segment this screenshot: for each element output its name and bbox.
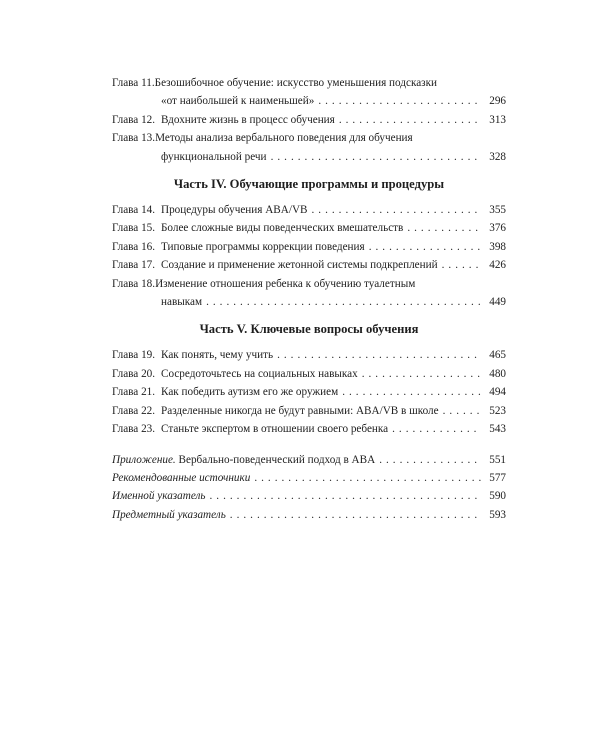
page-number: 480 [489, 367, 506, 380]
toc-entry-chapter-18[interactable] [112, 275, 506, 312]
chapter-title-continued: «от наибольшей к наименьшей» [161, 95, 315, 108]
toc-entry-recommended-sources[interactable] [112, 469, 506, 487]
page-number: 376 [489, 222, 506, 235]
chapter-label: Глава 16. [112, 240, 156, 253]
toc-entry-chapter-21[interactable] [112, 383, 506, 401]
toc-entry-appendix[interactable] [112, 451, 506, 469]
dot-leader [209, 487, 481, 505]
chapter-title-continued: навыкам [161, 296, 203, 309]
dot-leader [443, 402, 481, 420]
appendix-title [112, 451, 375, 469]
dot-leader [271, 148, 481, 166]
chapter-label: Глава 17. [112, 259, 156, 272]
page-number: 465 [489, 349, 506, 362]
page-number: 593 [489, 508, 506, 521]
chapter-label: Глава 12. [112, 113, 156, 126]
dot-leader [362, 365, 481, 383]
dot-leader [442, 256, 481, 274]
chapter-title: Процедуры обучения ABA/VB [161, 204, 308, 217]
toc-entry-chapter-19[interactable] [112, 346, 506, 364]
chapter-label: Глава 18. [112, 277, 156, 290]
toc-entry-chapter-13[interactable] [112, 129, 506, 166]
dot-leader [230, 506, 481, 524]
page-number: 328 [489, 150, 506, 163]
dot-leader [379, 451, 481, 469]
toc-entry-chapter-20[interactable] [112, 365, 506, 383]
chapter-title: Типовые программы коррекции поведения [161, 240, 365, 253]
toc-entry-chapter-22[interactable] [112, 402, 506, 420]
table-of-contents [112, 74, 506, 524]
page-number: 551 [489, 453, 506, 466]
dot-leader [339, 111, 481, 129]
page-number: 543 [489, 423, 506, 436]
chapter-title: Разделенные никогда не будут равными: ABA/VB в школе [161, 404, 439, 417]
chapter-label: Глава 19. [112, 349, 156, 362]
chapter-label: Глава 20. [112, 367, 156, 380]
page-number: 577 [489, 471, 506, 484]
chapter-label: Глава 13. [112, 132, 156, 145]
page-number: 449 [489, 296, 506, 309]
appendix-title-text: Вербально-поведенческий подход в ABA [175, 453, 376, 466]
appendix-label: Приложение. [112, 453, 176, 466]
toc-entry-chapter-15[interactable] [112, 219, 506, 237]
chapter-label: Глава 23. [112, 423, 156, 436]
toc-entry-name-index[interactable] [112, 487, 506, 505]
dot-leader [312, 201, 482, 219]
chapter-title-continued: функциональной речи [161, 150, 267, 163]
subject-index-title: Предметный указатель [112, 508, 226, 521]
dot-leader [318, 92, 481, 110]
chapter-title: Станьте экспертом в отношении своего ребенка [161, 423, 389, 436]
toc-entry-chapter-16[interactable] [112, 238, 506, 256]
chapter-label: Глава 14. [112, 204, 156, 217]
toc-entry-chapter-23[interactable] [112, 420, 506, 438]
dot-leader [407, 219, 481, 237]
dot-leader [277, 346, 481, 364]
toc-entry-chapter-11[interactable] [112, 74, 506, 111]
chapter-title: Методы анализа вербального поведения для обучения [155, 132, 413, 145]
chapter-title: Вдохните жизнь в процесс обучения [161, 113, 335, 126]
page-number: 426 [489, 259, 506, 272]
dot-leader [392, 420, 481, 438]
toc-entry-chapter-14[interactable] [112, 201, 506, 219]
page-number: 313 [489, 113, 506, 126]
page-number: 355 [489, 204, 506, 217]
dot-leader [254, 469, 481, 487]
page-number: 523 [489, 404, 506, 417]
chapter-title: Создание и применение жетонной системы подкреплений [161, 259, 438, 272]
part-5-heading: Часть V. Ключевые вопросы обучения [199, 322, 419, 337]
chapter-title: Безошибочное обучение: искусство уменьшения подсказки [154, 77, 438, 89]
chapter-title: Более сложные виды поведенческих вмешательств [161, 222, 404, 235]
name-index-title: Именной указатель [112, 490, 206, 503]
page-number: 494 [489, 386, 506, 399]
dot-leader [206, 293, 481, 311]
section-spacer [112, 439, 506, 451]
chapter-label: Глава 21. [112, 386, 156, 399]
toc-entry-chapter-17[interactable] [112, 256, 506, 274]
chapter-title: Как понять, чему учить [161, 349, 274, 362]
dot-leader [369, 238, 481, 256]
chapter-label: Глава 11. [112, 77, 155, 89]
page-number: 296 [489, 95, 506, 108]
page-number: 590 [489, 490, 506, 503]
chapter-label: Глава 15. [112, 222, 156, 235]
chapter-title: Как победить аутизм его же оружием [161, 386, 339, 399]
toc-entry-chapter-12[interactable] [112, 111, 506, 129]
chapter-title: Сосредоточьтесь на социальных навыках [161, 367, 358, 380]
toc-entry-subject-index[interactable] [112, 506, 506, 524]
part-4-heading: Часть IV. Обучающие программы и процедуры [173, 177, 445, 192]
chapter-label: Глава 22. [112, 404, 156, 417]
chapter-title: Изменение отношения ребенка к обучению туалетным [155, 277, 416, 290]
page-number: 398 [489, 240, 506, 253]
dot-leader [342, 383, 481, 401]
recommended-sources-title: Рекомендованные источники [112, 471, 251, 484]
